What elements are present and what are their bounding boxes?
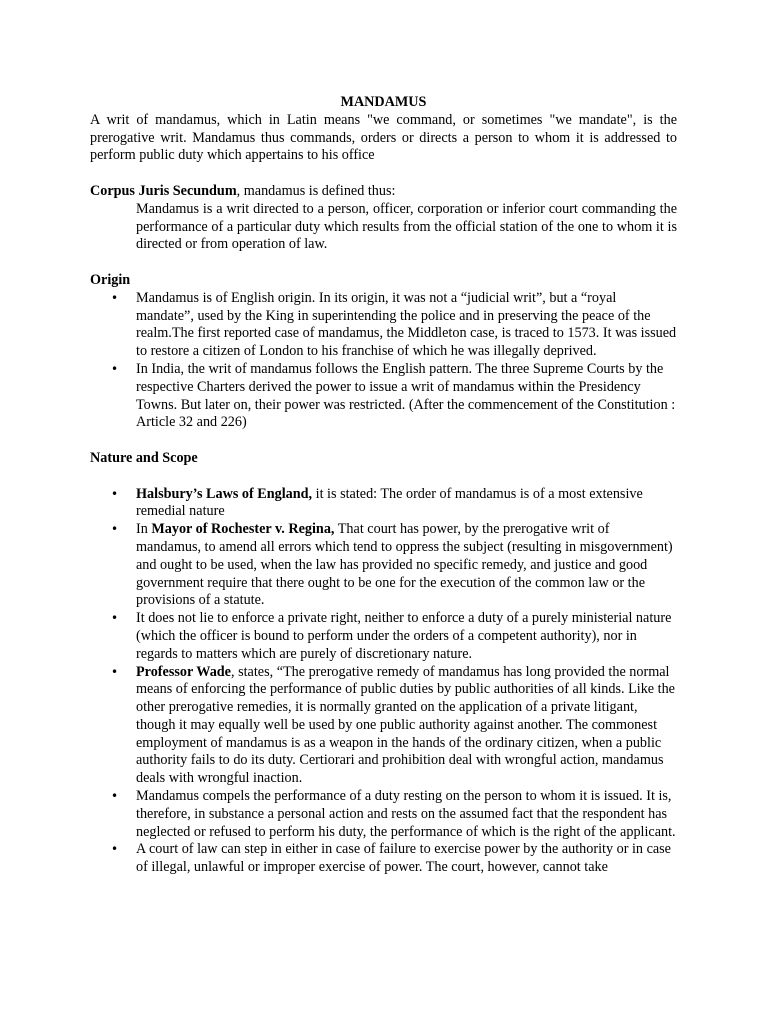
list-item [90, 521, 677, 610]
origin-heading: Origin [90, 271, 131, 288]
list-item-text: A court of law can step in either in case of failure to exercise power by the authority or in case of illegal, unlawful or improper exercise of power. The court, however, cannot take [136, 841, 671, 876]
list-item-text: , states, “The prerogative remedy of mandamus has long provided the normal means of enforcing the performance of public duties by public authorities of all kinds. Like the other prerogative remedies, it is normally granted on the application of a private litigant, though it may equally well be used by one public authority against another. The commonest employment of mandamus is as a weapon in the hands of the ordinary citizen, when a public authority fails to do its duty. Certiorari and prohibition deal with wrongful action, mandamus deals with wrongful inaction. [136, 663, 675, 787]
list-item [90, 788, 677, 841]
list-item-text: Mandamus compels the performance of a duty resting on the person to whom it is issued. It is, therefore, in substance a personal action and rests on the assumed fact that the respondent has neglected or refused to perform his duty, the performance of which is the right of the applicant. [136, 788, 676, 840]
list-item [90, 361, 677, 432]
list-item-bold: Professor Wade [136, 663, 231, 680]
nature-heading: Nature and Scope [90, 449, 198, 466]
spacer [90, 165, 677, 183]
nature-list [90, 486, 677, 878]
bullet-icon: • [111, 290, 119, 305]
page-title: MANDAMUS [340, 94, 427, 110]
list-item [90, 290, 677, 361]
list-item [90, 486, 677, 522]
bullet-icon: • [111, 361, 119, 376]
corpus-quote: Mandamus is a writ directed to a person, officer, corporation or inferior court commanding the performance of a particular duty which results from the official station of the one to whom it is directed or from operation of law. [136, 200, 677, 253]
list-item-text: It does not lie to enforce a private right, neither to enforce a duty of a purely ministerial nature (which the officer is bound to perform under the orders of a competent authority), nor in regards to matters which are purely of discretionary nature. [136, 610, 672, 662]
list-item-text: In India, the writ of mandamus follows the English pattern. The three Supreme Courts by the respective Charters derived the power to issue a writ of mandamus within the Presidency Towns. But later on, their power was restricted. (After the commencement of the Constitution : Article 32 and 226) [136, 360, 676, 431]
corpus-paragraph [90, 183, 677, 201]
corpus-text: , mandamus is defined thus: [236, 182, 396, 199]
list-item [90, 841, 677, 877]
list-item [90, 664, 677, 789]
list-item-text: That court has power, by the prerogative writ of mandamus, to amend all errors which tend to oppress the subject (resulting in misgovernment) and ought to be used, when the law has provided no specific remedy, and justice and good government require that there ought to be one for the execution of the common law or the provisions of a statute. [136, 521, 673, 609]
document-page [90, 94, 677, 877]
origin-list [90, 290, 677, 432]
bullet-icon: • [111, 486, 119, 501]
list-item [90, 610, 677, 663]
bullet-icon: • [111, 522, 119, 537]
list-item-bold: Halsbury’s Laws of England, [136, 485, 313, 502]
intro-paragraph: A writ of mandamus, which in Latin means "we command, or sometimes "we mandate", is the prerogative writ. Mandamus thus commands, orders or directs a person to whom it is addressed to perform public duty which appertains to his office [90, 111, 677, 164]
list-item-text: it is stated: The order of mandamus is of a most extensive remedial nature [136, 485, 643, 520]
corpus-bold: Corpus Juris Secundum [90, 182, 237, 199]
bullet-icon: • [111, 611, 119, 626]
list-item-bold: Mayor of Rochester v. Regina, [151, 521, 335, 538]
bullet-icon: • [111, 664, 119, 679]
spacer [90, 254, 677, 272]
list-item-prefix: In [136, 521, 152, 538]
spacer [90, 468, 677, 486]
bullet-icon: • [111, 789, 119, 804]
spacer [90, 432, 677, 450]
list-item-text: Mandamus is of English origin. In its origin, it was not a “judicial writ”, but a “royal mandate”, used by the King in superintending the police and in preserving the peace of the realm.The first reported case of mandamus, the Middleton case, is traced to 1573. It was issued to restore a citizen of London to his franchise of which he was illegally deprived. [136, 289, 677, 360]
bullet-icon: • [111, 842, 119, 857]
